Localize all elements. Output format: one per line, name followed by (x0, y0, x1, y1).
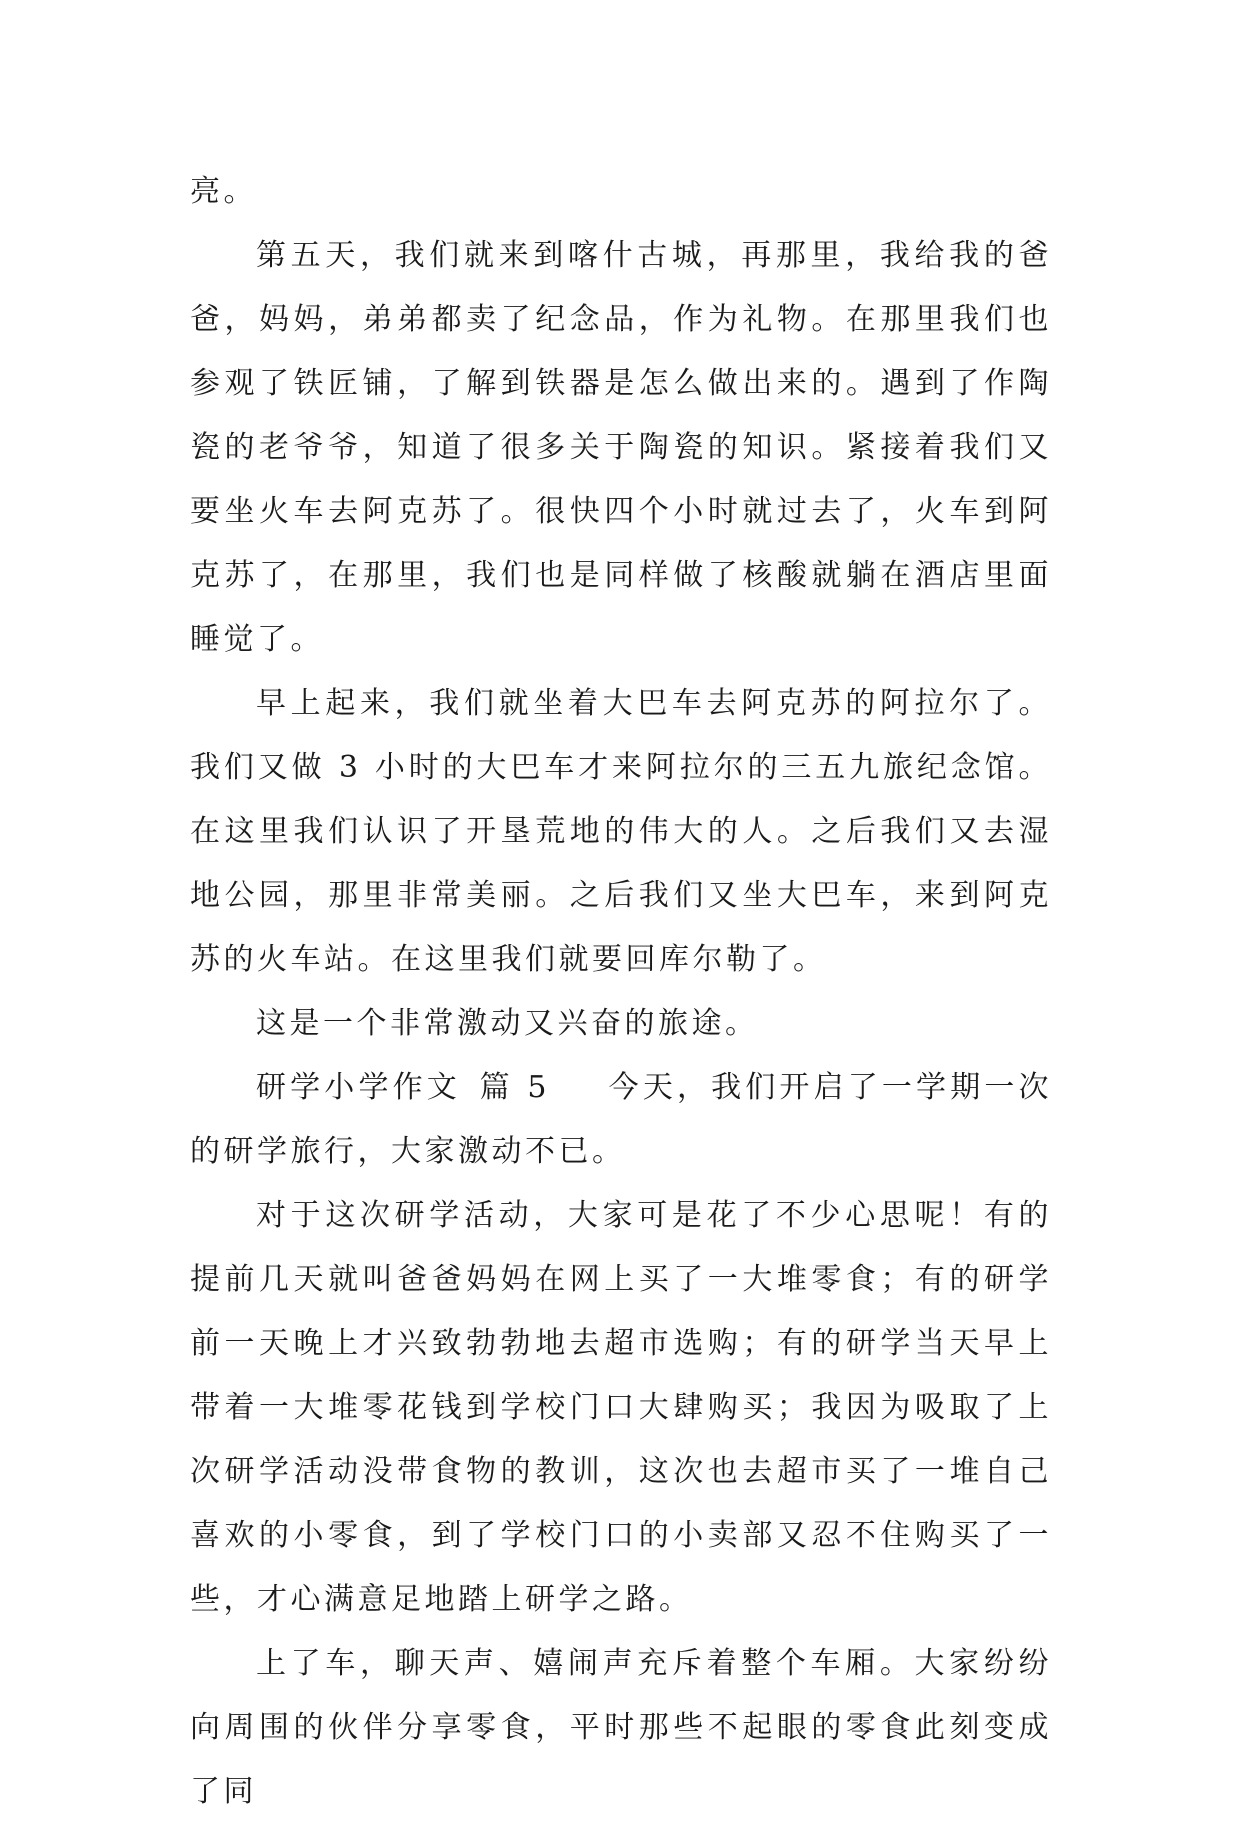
section-first-text: 今天，我们开启了一学期一次的研学旅行，大家激动不已。 (190, 1070, 1053, 1169)
paragraph-preparation: 对于这次研学活动，大家可是花了不少心思呢！有的提前几天就叫爸爸妈妈在网上买了一大堆零食；有的研学前一天晚上才兴致勃勃地去超市选购；有的研学当天早上带着一大堆零花钱到学校门口大肆购买；我因为吸取了上次研学活动没带食物的教训，这次也去超市买了一堆自己喜欢的小零食，到了学校门口的小卖部又忍不住购买了一些，才心满意足地踏上研学之路。 (190, 1198, 1052, 1617)
section-number: 篇 5 (478, 1070, 551, 1105)
paragraph-on-bus: 上了车，聊天声、嬉闹声充斥着整个车厢。大家纷纷向周围的伙伴分享零食，平时那些不起眼的零食此刻变成了同 (190, 1646, 1052, 1809)
section-heading-paragraph (190, 1056, 1052, 1184)
section-title: 研学小学作文 (256, 1070, 461, 1105)
paragraph-journey-summary: 这是一个非常激动又兴奋的旅途。 (256, 1006, 759, 1041)
paragraph-continuation: 亮。 (190, 174, 257, 209)
paragraph-day-five: 第五天，我们就来到喀什古城，再那里，我给我的爸爸，妈妈，弟弟都卖了纪念品，作为礼物。在那里我们也参观了铁匠铺，了解到铁器是怎么做出来的。遇到了作陶瓷的老爷爷，知道了很多关于陶瓷的知识。紧接着我们又要坐火车去阿克苏了。很快四个小时就过去了，火车到阿克苏了，在那里，我们也是同样做了核酸就躺在酒店里面睡觉了。 (190, 238, 1052, 657)
paragraph-morning-trip: 早上起来，我们就坐着大巴车去阿克苏的阿拉尔了。我们又做 3 小时的大巴车才来阿拉尔的三五九旅纪念馆。在这里我们认识了开垦荒地的伟大的人。之后我们又去湿地公园，那里非常美丽。之后我们又坐大巴车，来到阿克苏的火车站。在这里我们就要回库尔勒了。 (190, 686, 1052, 977)
document-body (190, 160, 1052, 1824)
